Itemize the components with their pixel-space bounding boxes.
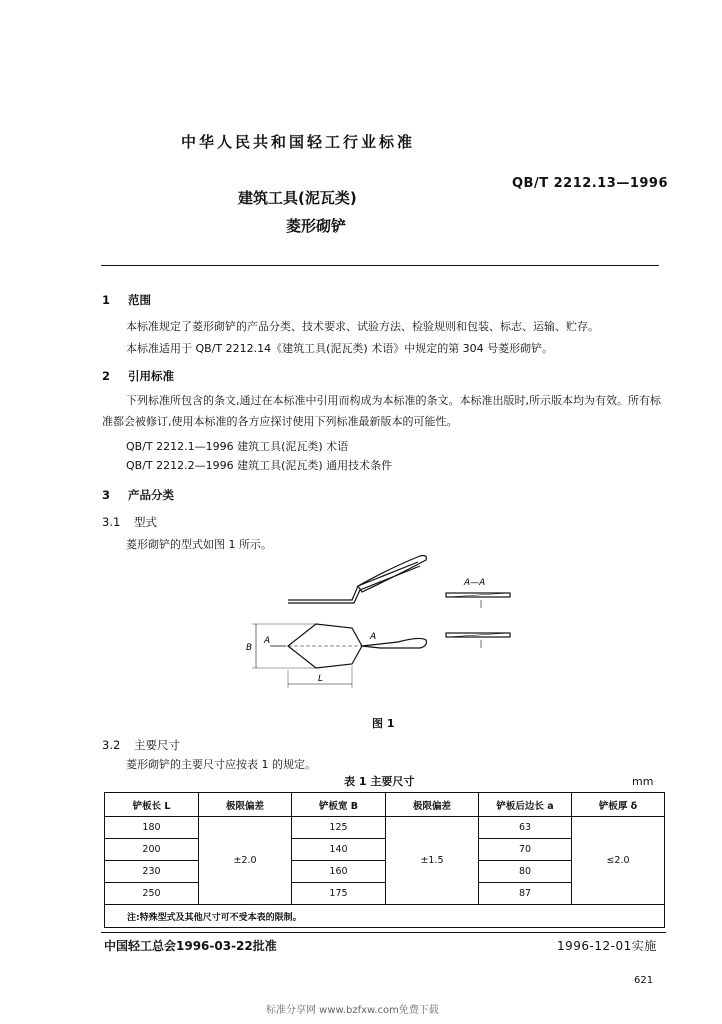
section-3-1-heading (102, 514, 157, 530)
dimensions-table (104, 792, 665, 928)
label-A-left: A (264, 636, 271, 646)
table-note-row (105, 905, 665, 928)
header-length: 铲板长 L (105, 793, 199, 817)
header-rear-edge: 铲板后边长 a (479, 793, 572, 817)
table-unit: mm (632, 775, 654, 788)
cell-width: 160 (292, 861, 386, 883)
cell-tolerance-length: ±2.0 (199, 817, 292, 905)
standard-subtitle: 菱形砌铲 (286, 217, 347, 235)
section-view-label: A—A (464, 578, 486, 588)
cell-length: 250 (105, 883, 199, 905)
section-2-paragraph: 下列标准所包含的条文,通过在本标准中引用而构成为本标准的条文。本标准出版时,所示版本均为有效。所有标准都会被修订,使用本标准的各方应探讨使用下列标准最新版本的可能性。 (102, 394, 661, 428)
watermark: 标准分享网 www.bzfxw.com免费下载 (266, 1005, 439, 1016)
table-note: 注:特殊型式及其他尺寸可不受本表的限制。 (105, 905, 665, 928)
cell-rear-edge: 70 (479, 839, 572, 861)
section-3-title: 产品分类 (128, 488, 175, 502)
page-number: 621 (634, 975, 654, 986)
header-tolerance-length: 极限偏差 (199, 793, 292, 817)
section-3-1-paragraph: 菱形砌铲的型式如图 1 所示。 (126, 538, 272, 551)
issuing-body: 中华人民共和国轻工行业标准 (181, 133, 416, 151)
cell-rear-edge: 80 (479, 861, 572, 883)
section-3-2-title: 主要尺寸 (133, 738, 180, 752)
section-3-1-title: 型式 (133, 515, 157, 529)
section-3-2-heading (102, 737, 180, 753)
trowel-side-view (288, 556, 426, 604)
cell-rear-edge: 87 (479, 883, 572, 905)
cell-length: 200 (105, 839, 199, 861)
header-width: 铲板宽 B (292, 793, 386, 817)
section-1-paragraph-1: 本标准规定了菱形砌铲的产品分类、技术要求、试验方法、检验规则和包装、标志、运输、贮存。 (126, 320, 599, 333)
label-A-right: A (370, 632, 377, 642)
section-1-title: 范围 (128, 293, 152, 307)
cell-rear-edge: 63 (479, 817, 572, 839)
cell-length: 230 (105, 861, 199, 883)
cell-width: 175 (292, 883, 386, 905)
trowel-figure (240, 548, 530, 696)
trowel-plan-view (288, 624, 426, 668)
section-1-heading (102, 292, 151, 308)
cell-length: 180 (105, 817, 199, 839)
section-3-heading (102, 487, 174, 503)
reference-2: QB/T 2212.2—1996 建筑工具(泥瓦类) 通用技术条件 (126, 459, 393, 472)
cell-width: 140 (292, 839, 386, 861)
section-2-title: 引用标准 (128, 369, 175, 383)
cell-thickness: ≤2.0 (572, 817, 665, 905)
header-tolerance-width: 极限偏差 (386, 793, 479, 817)
section-3-2-paragraph: 菱形砌铲的主要尺寸应按表 1 的规定。 (126, 758, 316, 771)
label-B: B (246, 643, 253, 653)
label-L: L (318, 674, 324, 684)
section-1-number: 1 (102, 293, 111, 307)
footer-rule (101, 932, 666, 933)
section-1-paragraph-2: 本标准适用于 QB/T 2212.14《建筑工具(泥瓦类) 术语》中规定的第 304 号菱形砌铲。 (126, 342, 554, 355)
reference-1: QB/T 2212.1—1996 建筑工具(泥瓦类) 术语 (126, 440, 349, 453)
effective-date: 1996-12-01实施 (557, 939, 657, 953)
header-thickness: 铲板厚 δ (572, 793, 665, 817)
table-header-row (105, 793, 665, 817)
section-2-heading (102, 368, 174, 384)
section-2-number: 2 (102, 369, 111, 383)
figure-caption: 图 1 (372, 717, 395, 730)
approval-date: 中国轻工总会1996-03-22批准 (104, 939, 277, 953)
standard-code: QB/T 2212.13—1996 (512, 176, 668, 191)
header-rule (101, 265, 659, 266)
table-row (105, 817, 665, 839)
cell-width: 125 (292, 817, 386, 839)
cell-tolerance-width: ±1.5 (386, 817, 479, 905)
standard-title: 建筑工具(泥瓦类) (238, 189, 357, 207)
table-caption: 表 1 主要尺寸 (344, 775, 415, 788)
section-3-2-number: 3.2 (102, 738, 121, 752)
section-3-number: 3 (102, 488, 111, 502)
section-3-1-number: 3.1 (102, 515, 121, 529)
